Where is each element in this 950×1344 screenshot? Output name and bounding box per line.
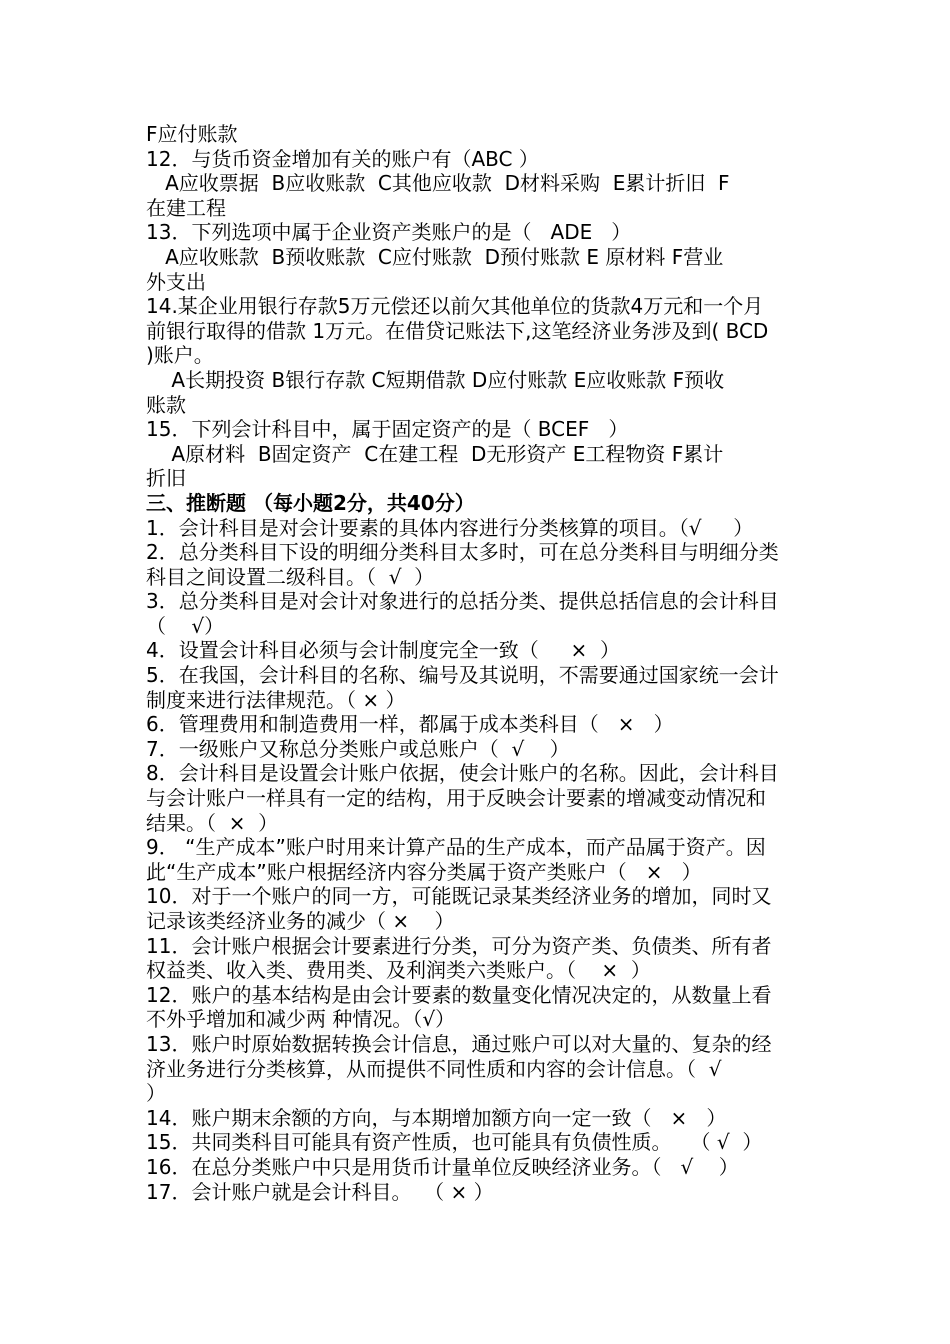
text-line: 8．会计科目是设置会计账户依据，使会计账户的名称。因此，会计科目 [146,761,779,786]
text-line: 权益类、收入类、费用类、及利润类六类账户。（ × ） [146,958,651,983]
text-line: 14.某企业用银行存款5万元偿还以前欠其他单位的货款4万元和一个月 [146,294,764,319]
text-line: 3．总分类科目是对会计对象进行的总括分类、提供总括信息的会计科目 [146,589,779,614]
document-page [146,122,851,1204]
text-line: ） [146,1081,166,1106]
text-line: 4．设置会计科目必须与会计制度完全一致（ × ） [146,638,620,663]
text-line: 11．会计账户根据会计要素进行分类，可分为资产类、负债类、所有者 [146,933,772,958]
section-heading: 三、推断题 （每小题2分，共40分） [146,490,475,515]
text-line: 6．管理费用和制造费用一样，都属于成本类科目（ × ） [146,712,674,737]
text-line: 7．一级账户又称总分类账户或总账户（ √ ） [146,736,570,761]
text-line: )账户。 [146,343,214,368]
text-line: 9． “生产成本”账户时用来计算产品的生产成本，而产品属于资产。因 [146,835,766,860]
text-line: 1．会计科目是对会计要素的具体内容进行分类核算的项目。（√ ） [146,515,754,540]
text-line: 5．在我国，会计科目的名称、编号及其说明，不需要通过国家统一会计 [146,663,779,688]
text-line: A应收账款 B预收账款 C应付账款 D预付账款 E 原材料 F营业 [146,244,724,269]
text-line: 15．下列会计科目中，属于固定资产的是（ BCEF ） [146,417,629,442]
text-line: 15．共同类科目可能具有资产性质，也可能具有负债性质。 （ √ ） [146,1130,763,1155]
text-line: 济业务进行分类核算，从而提供不同性质和内容的会计信息。（ √ [146,1056,722,1081]
text-line: A原材料 B固定资产 C在建工程 D无形资产 E工程物资 F累计 [146,441,724,466]
text-line: 13．账户时原始数据转换会计信息，通过账户可以对大量的、复杂的经 [146,1031,772,1056]
text-line: （ √） [146,613,225,638]
text-line: 科目之间设置二级科目。（ √ ） [146,564,435,589]
text-line: 此“生产成本”账户根据经济内容分类属于资产类账户（ × ） [146,859,702,884]
text-line: 2．总分类科目下设的明细分类科目太多时，可在总分类科目与明细分类 [146,540,779,565]
text-line: 记录该类经济业务的减少（ × ） [146,909,455,933]
text-line: 10．对于一个账户的同一方，可能既记录某类经济业务的增加，同时又 [146,884,772,909]
text-line: 13．下列选项中属于企业资产类账户的是（ ADE ） [146,220,632,245]
text-line: A长期投资 B银行存款 C短期借款 D应付账款 E应收账款 F预收 [146,367,725,392]
text-line: F应付账款 [146,122,238,146]
text-line: 与会计账户一样具有一定的结构，用于反映会计要素的增减变动情况和 [146,786,766,811]
text-line: 账款 [146,392,186,417]
text-line: A应收票据 B应收账款 C其他应收款 D材料采购 E累计折旧 F [146,171,730,196]
text-line: 14．账户期末余额的方向，与本期增加额方向一定一致（ × ） [146,1105,727,1130]
text-line: 外支出 [146,269,206,294]
text-line: 制度来进行法律规范。（ × ） [146,687,406,712]
text-line: 12．与货币资金增加有关的账户有（ABC ） [146,146,539,171]
text-line: 不外乎增加和减少两 种情况。（√） [146,1007,456,1032]
text-line: 16．在总分类账户中只是用货币计量单位反映经济业务。（ √ ） [146,1154,739,1179]
text-line: 折旧 [146,466,186,491]
text-line: 17．会计账户就是会计科目。 （ × ） [146,1179,494,1204]
text-line: 在建工程 [146,195,226,220]
text-line: 12．账户的基本结构是由会计要素的数量变化情况决定的，从数量上看 [146,982,772,1007]
text-line: 前银行取得的借款 1万元。在借贷记账法下,这笔经济业务涉及到( BCD [146,318,769,343]
text-line: 结果。（ × ） [146,810,279,835]
